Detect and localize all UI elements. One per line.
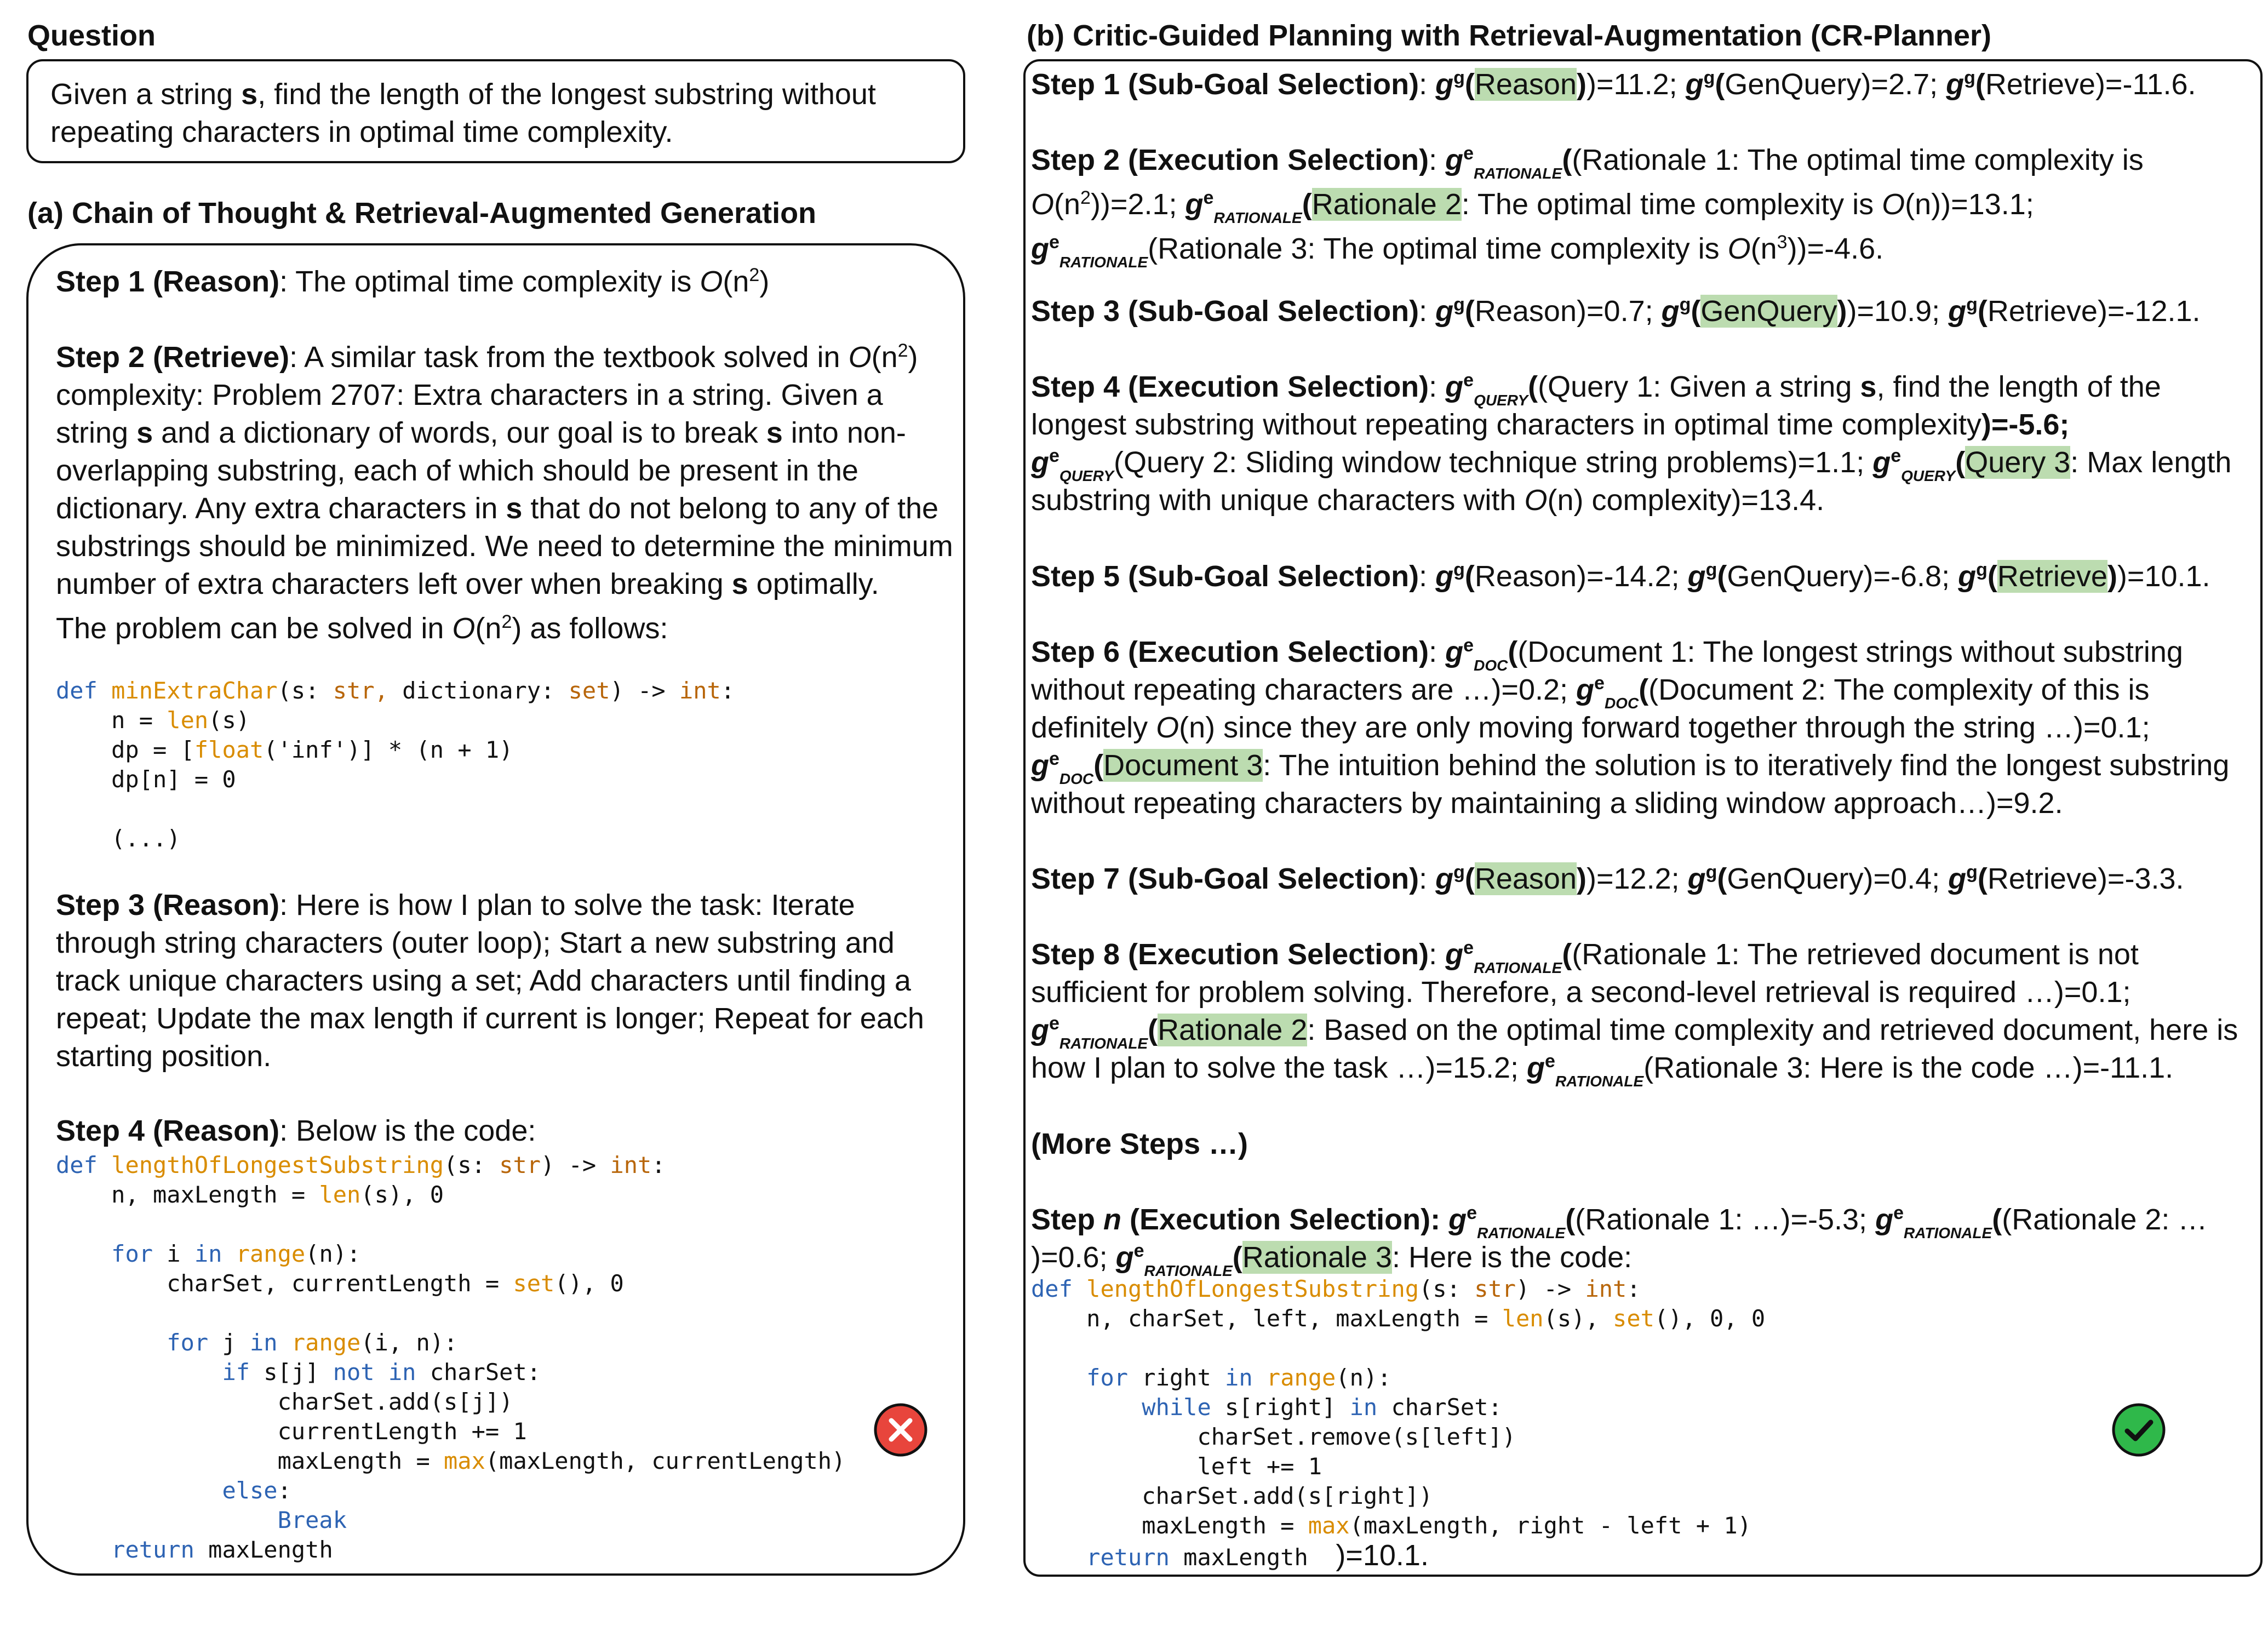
question-box: [26, 59, 965, 163]
cross-icon: [873, 1403, 928, 1457]
question-text: Given a string s, find the length of the longest substring without repeating characters in optimal time complexity.: [50, 78, 876, 148]
panel-a-step1: Step 1 (Reason): The optimal time complexity is $O(n^2)$: [56, 265, 770, 298]
panel-a-step4: Step 4 (Reason): Below is the code:: [56, 1114, 536, 1147]
panel-b-step3: Step 3 (Sub-Goal Selection): $g^g(Reason)=0.7$; $g^g(GenQuery))=10.9$; $g^g(Retrieve)=-12.1$.: [1031, 294, 2201, 328]
panel-a-code-2: def lengthOfLongestSubstring(s: str) -> int: n, maxLength = len(s), 0 for i in range(n): charSet, currentLength = set(), 0 for j in range(i, n): if s[j] not in charSet: charSet.add(s[j]) currentLength += 1 maxLength = max(maxLength, currentLength) else: Break return maxLength: [56, 1152, 846, 1563]
panel-b-code: def lengthOfLongestSubstring(s: str) -> int: n, charSet, left, maxLength = len(s), set(), 0, 0 for right in range(n): while s[right] in charSet: charSet.remove(s[left]) left += 1 charSet.add(s[right]) maxLength = max(maxLength, right - left + 1) return maxLength )=10.1.: [1031, 1275, 1766, 1572]
panel-b-more-steps: (More Steps …): [1031, 1127, 1248, 1160]
panel-b-box: [1023, 59, 2263, 1577]
panel-a-step2: Step 2 (Retrieve): A similar task from the textbook solved in $O(n^2)$ complexity: Problem 2707: Extra characters in a string. Given a string s and a dictionary of words, our goal is to break s into non-overlapping substring, each of which should be present in the dictionary. Any extra characters in s that do not belong to any of the substrings should be minimized. We need to determine the minimum number of extra characters left over when breaking s optimally. The problem can be solved in $O(n^2)$ as follows:: [56, 340, 953, 645]
panel-a-title: (a) Chain of Thought & Retrieval-Augmented Generation: [27, 197, 817, 230]
panel-b-step8: Step 8 (Execution Selection): $g^e_{RATIONALE}((Rationale$ 1: The retrieved document is not sufficient for problem solving. Therefore, a second-level retrieval is required …)=0.1; $g^e_{RATIONALE}(Rationale$ 2: Based on the optimal time complexity and retrieved document, here is how I plan to solve the task …)=15.2; $g^e_{RATIONALE}(Rationale$ 3: Here is the code …)=-11.1.: [1031, 937, 2238, 1090]
panel-b-step2: Step 2 (Execution Selection): $g^e_{RATIONALE}((Rationale$ 1: The optimal time complexity is $O(n^2))=2.1$; $g^e_{RATIONALE}(Rationale$ 2: The optimal time complexity is O(n))=13.1; $g^e_{RATIONALE}(Rationale$ 3: The optimal time complexity is $O(n^3))=-4.6$.: [1031, 143, 2144, 271]
panel-b-step-n: Step n (Execution Selection): $g^e_{RATIONALE}((Rationale$ 1: …)=-5.3; $g^e_{RATIONALE}((Rationale$ 2: … )=0.6; $g^e_{RATIONALE}(Rationale$ 3: Here is the code:: [1031, 1203, 2208, 1279]
panel-a-box: [26, 243, 965, 1576]
panel-b-step7: Step 7 (Sub-Goal Selection): $g^g(Reason))=12.2$; $g^g(GenQuery)=0.4$; $g^g(Retrieve)=-3.3$.: [1031, 862, 2184, 895]
panel-b-step5: Step 5 (Sub-Goal Selection): $g^g(Reason)=-14.2$; $g^g(GenQuery)=-6.8$; $g^g(Retrieve))=10.1$.: [1031, 559, 2210, 593]
panel-a-code-1: def minExtraChar(s: str, dictionary: set) -> int: n = len(s) dp = [float('inf')] * (n + 1) dp[n] = 0 (...): [56, 677, 735, 852]
check-icon: [2111, 1403, 2166, 1457]
panel-a-step3: Step 3 (Reason): Here is how I plan to solve the task: Iterate through string characters (outer loop); Start a new substring and track unique characters using a set; Add characters until finding a repeat; Update the max length if current is longer; Repeat for each starting position.: [56, 889, 924, 1073]
panel-b-step6: Step 6 (Execution Selection): $g^e_{DOC}((Document$ 1: The longest strings without substring without repeating characters are …)=0.2; $g^e_{DOC}((Document$ 2: The complexity of this is definitely O(n) since they are only moving forward together through the string …)=0.1; $g^e_{DOC}(Document$ 3: The intuition behind the solution is to iteratively find the longest substring without repeating characters by maintaining a sliding window approach…)=9.2.: [1031, 635, 2230, 820]
question-heading: Question: [27, 19, 156, 52]
panel-b-step1: Step 1 (Sub-Goal Selection): $g^g(Reason))=11.2$; $g^g(GenQuery)=2.7$; $g^g(Retrieve)=-11.6$.: [1031, 67, 2196, 101]
panel-b-step4: Step 4 (Execution Selection): $g^e_{QUERY}((Query$ 1: Given a string s, find the length of the longest substring without repeating characters in optimal time complexity)=-5.6; $g^e_{QUERY}(Query$ 2: Sliding window technique string problems)=1.1; $g^e_{QUERY}(Query$ 3: Max length substring with unique characters with O(n) complexity)=13.4.: [1031, 370, 2232, 517]
panel-b-title: (b) Critic-Guided Planning with Retrieval-Augmentation (CR-Planner): [1027, 19, 1992, 52]
